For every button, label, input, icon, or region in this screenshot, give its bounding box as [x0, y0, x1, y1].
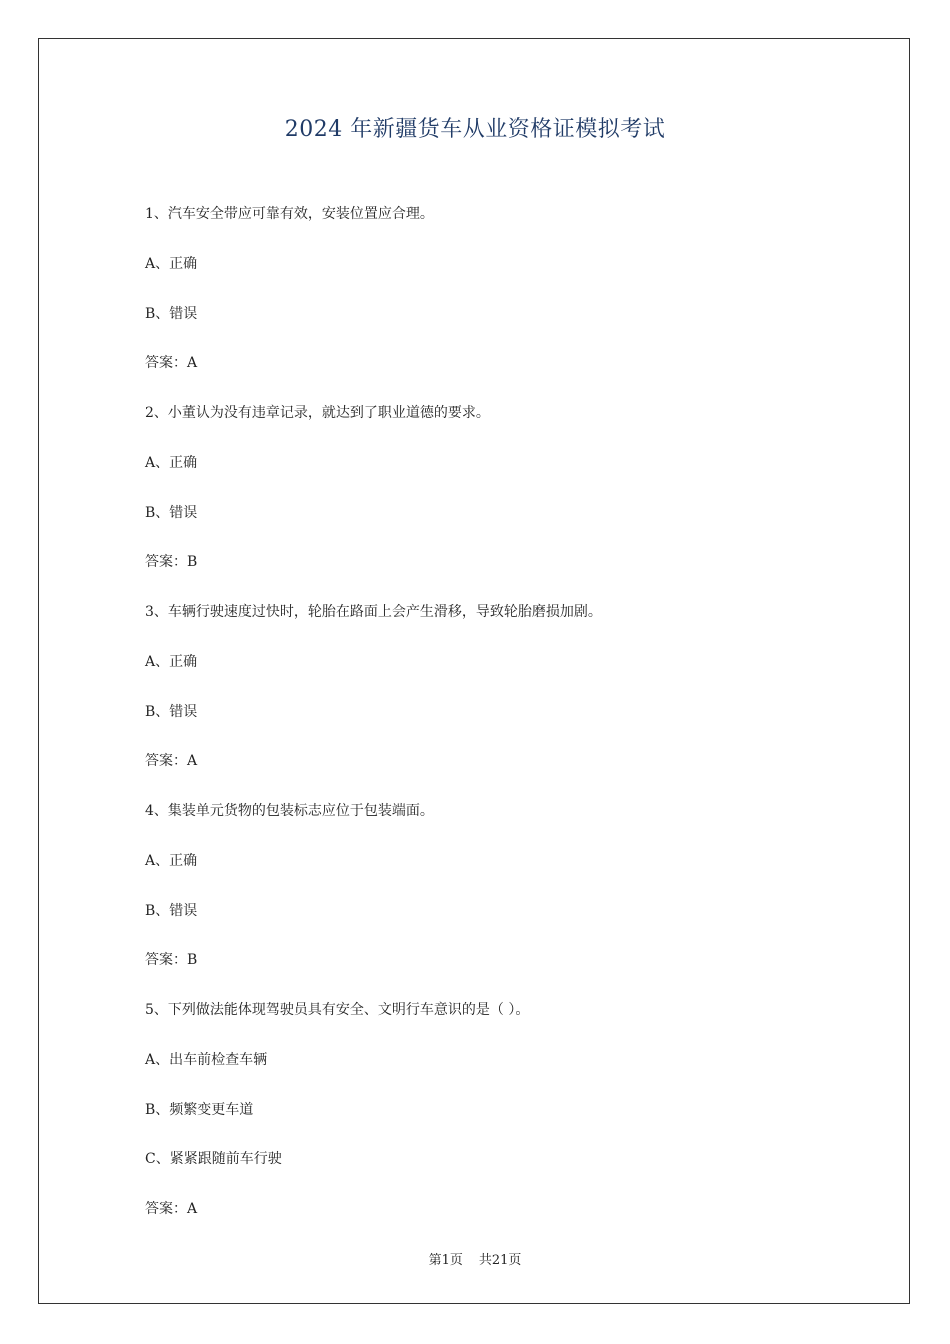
answer-option: C、紧紧跟随前车行驶	[145, 1151, 282, 1168]
question-stem: 1、汽车安全带应可靠有效，安装位置应合理。	[145, 206, 434, 222]
correct-answer: 答案：A	[145, 1201, 198, 1217]
answer-option: B、错误	[145, 504, 198, 521]
question-list	[145, 204, 845, 1249]
question-stem: 4、集装单元货物的包装标志应位于包装端面。	[145, 803, 434, 819]
answer-option: B、错误	[145, 305, 198, 322]
answer-option: A、出车前检查车辆	[145, 1051, 268, 1068]
page-footer	[0, 1249, 950, 1268]
answer-option: B、错误	[145, 902, 198, 919]
answer-option: A、正确	[145, 653, 198, 670]
page-total: 共21页	[478, 1253, 522, 1268]
answer-option: A、正确	[145, 255, 198, 272]
answer-option: B、错误	[145, 703, 198, 720]
answer-option: A、正确	[145, 454, 198, 471]
correct-answer: 答案：A	[145, 753, 198, 770]
answer-option: B、频繁变更车道	[145, 1101, 254, 1118]
correct-answer: 答案：B	[145, 952, 198, 969]
page-number: 第1页	[428, 1253, 463, 1268]
question-stem: 5、下列做法能体现驾驶员具有安全、文明行车意识的是（ ）。	[145, 1002, 530, 1018]
question-stem: 3、车辆行驶速度过快时，轮胎在路面上会产生滑移，导致轮胎磨损加剧。	[145, 604, 602, 620]
answer-option: A、正确	[145, 852, 198, 869]
correct-answer: 答案：B	[145, 554, 198, 571]
correct-answer: 答案：A	[145, 355, 198, 372]
question-stem: 2、小董认为没有违章记录，就达到了职业道德的要求。	[145, 405, 490, 421]
document-title: 2024 年新疆货车从业资格证模拟考试	[284, 117, 666, 142]
